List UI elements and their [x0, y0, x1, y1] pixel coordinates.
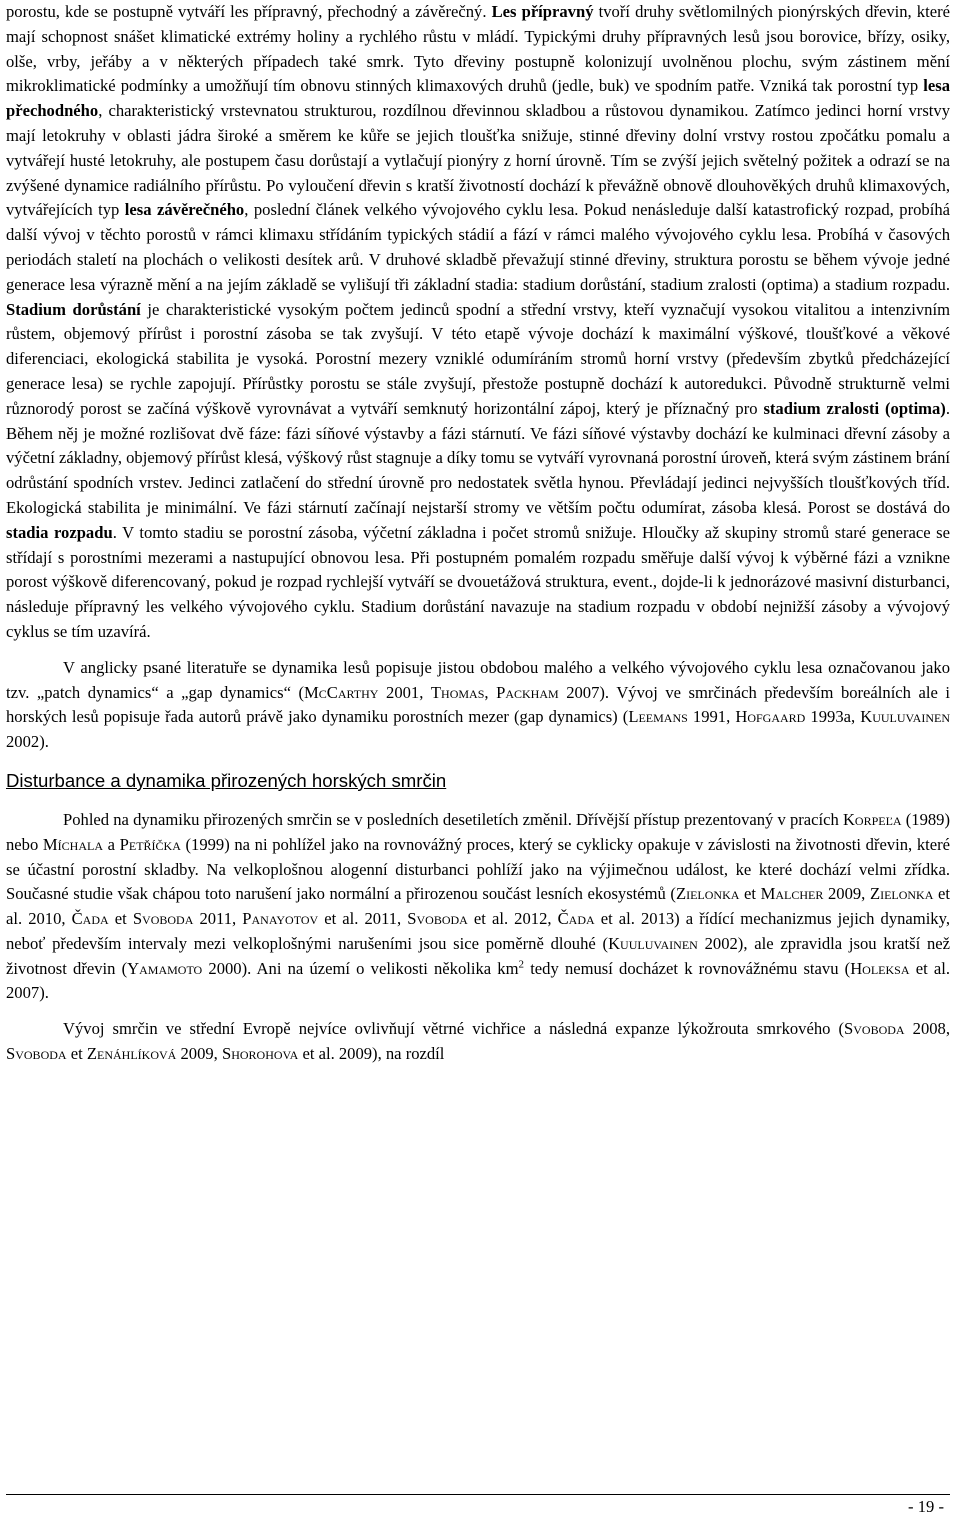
text-run: et: [66, 1044, 87, 1064]
author-name: Hofgaard: [735, 707, 806, 727]
bold-term: lesa přechodného: [6, 76, 950, 121]
text-run: . V tomto stadiu se porostní zásoba, výčetní základna i počet stromů snižuje. Hloučky až skupiny stromů staré generace se střídají s porostními mezerami a nastupující obnovou lesa. Při postupném pomalém rozpadu směřuje další vývoj k výběrné fázi a vznikne porost výškově diferencovaný, pokud je rozpad rychlejší vytváří se dvouetážová struktura, event., dojde-li k jednorázové masivní disturbanci, následuje přípravný les velkého vývojového cyklu. Stadium dorůstání navazuje na stadium rozpadu v období nejnižší zásoby a vývojový cyklus se tím uzavírá.: [6, 522, 950, 641]
author-name: Zenáhlíková: [86, 1044, 177, 1064]
author-name: Panayotov: [242, 909, 319, 929]
paragraph-forest-development: [6, 0, 950, 645]
text-run: et: [739, 884, 761, 904]
text-run: 2000). Ani na území o velikosti několika km: [202, 958, 519, 978]
text-run: 2011,: [193, 909, 243, 929]
text-run: V anglicky psané literatuře se dynamika lesů popisuje jistou obdobou malého a velkého vývojového cyklu lesa označovanou jako tzv. „patch dynamics“ a „gap dynamics“ (: [6, 657, 950, 702]
author-name: Čada: [557, 909, 595, 929]
text-run: (1999) na ni pohlížel jako na rovnovážný proces, který se cyklicky opakuje v závislosti na životnosti dřevin, které se účastní porostní skladby. Na velkoplošnou alogenní disturbanci pohlíží jako na výjimečnou událost, ke které dochází velmi zřídka. Současné studie však chápou toto narušení jako normální a přirozenou součást lesních ekosystémů (: [6, 834, 950, 904]
text-run: tedy nemusí docházet k rovnovážnému stavu (: [524, 958, 851, 978]
author-name: Svoboda: [132, 909, 194, 929]
author-name: Svoboda: [6, 1044, 67, 1064]
author-name: Korpeľa: [842, 809, 902, 829]
text-run: 2001,: [378, 682, 431, 702]
text-run: 1993a,: [805, 707, 861, 727]
author-name: Zielonka: [675, 884, 740, 904]
author-name: McCarthy: [304, 682, 379, 702]
text-run: (1989) nebo: [6, 809, 950, 854]
text-run: Pohled na dynamiku přirozených smrčin se v posledních desetiletích změnil. Dřívější přístup prezentovaný v pracích: [63, 809, 843, 829]
paragraph-patch-dynamics: [6, 656, 950, 755]
text-run: 2002), ale zpravidla jsou kratší než životnost dřevin (: [6, 933, 950, 978]
text-run: et al. 2012,: [467, 909, 558, 929]
text-run: je charakteristické vysokým počtem jedinců spodní a střední vrstvy, kteří vyznačují vysokou vitalitou a intenzivním růstem, objemový přírůst i porostní zásoba se tak zvyšují. V této etapě vývoje dochází k maximální výškové, tloušťkové a věkové diferenciaci, ekologická stabilita je vysoká. Porostní mezery vzniklé odumíráním stromů horní vrstvy (především zbytků předcházející generace lesa) se rychle zapojují. Přírůstky porostu se stále zvyšují, přestože postupně dochází k autoredukci. Původně strukturně velmi různorodý porost se začíná výškově vyrovnávat a vytváří semknutý horizontální zápoj, který je příznačný pro: [6, 299, 950, 418]
text-run: et al. 2011,: [318, 909, 408, 929]
text-run: 2002).: [6, 732, 49, 752]
author-name: Kuuluvainen: [608, 933, 698, 953]
author-name: Svoboda: [844, 1019, 905, 1039]
author-name: Holeksa: [850, 958, 910, 978]
text-run: , charakteristický vrstevnatou strukturou, rozdílnou dřevinnou skladbou a růstovou dynamikou. Zatímco jedinci horní vrstvy mají letokruhy v oblasti jádra široké a směrem ke kůře se jejich tloušťka snižuje, stinné dřeviny dolní vrstvy rostou zpočátku pomalu a vytvářejí husté letokruhy, ale postupem času dorůstají a vytlačují pionýry z horní úrovně. Tím se zvýší jejich světelný požitek a odrazí se na zvýšené dynamice radiálního přírůstu. Po vyloučení dřevin s kratší životností dochází k převážně obnově dlouhověkých druhů klimaxových, vytvářejících typ: [6, 101, 950, 220]
text-run: tvoří druhy světlomilných pionýrských dřevin, které mají schopnost snášet klimatické extrémy holiny a rychlého růstu v mládí. Typickými druhy přípravných lesů jsou borovice, břízy, osiky, olše, vrby, jeřáby a v některých případech také smrk. Tyto dřeviny postupně kolonizují uvolněnou plochu, svým zástinem mění mikroklimatické podmínky a umožňují tím obnovu stinných klimaxových druhů (jedle, buk) ve spodním patře. Vzniká tak porostní typ: [6, 2, 950, 96]
text-run: 2008,: [904, 1019, 950, 1039]
text-run: et al. 2009), na rozdíl: [298, 1044, 445, 1064]
author-name: Packham: [496, 682, 559, 702]
bold-term: stadia rozpadu: [6, 522, 113, 542]
author-name: Shorohova: [221, 1044, 299, 1064]
text-run: et al. 2010,: [6, 884, 950, 929]
paragraph-central-europe: [6, 1017, 950, 1067]
author-name: Petříčka: [119, 834, 181, 854]
author-name: Míchala: [42, 834, 103, 854]
author-name: Svoboda: [407, 909, 468, 929]
text-run: et al. 2007).: [6, 958, 950, 1003]
text-run: 2009,: [823, 884, 870, 904]
superscript: 2: [518, 958, 525, 971]
text-run: 2007). Vývoj ve smrčinách především boreálních ale i horských lesů popisuje řada autorů právě jako dynamiku porostních mezer (gap dynamics) (: [6, 682, 951, 727]
bold-term: stadium zralosti (optima): [763, 398, 946, 418]
author-name: Leemans: [628, 707, 688, 727]
footer-rule: [6, 1494, 950, 1495]
paragraph-disturbance: [6, 808, 950, 1006]
text-run: . Během něj je možné rozlišovat dvě fáze: fázi síňové výstavby a fázi stárnutí. Ve fázi síňové výstavby dochází ke kulminaci dřevní zásoby a výčetní základny, objemový přírůst klesá, výškový růst stagnuje a díky tomu se vytváří vyrovnaná porostní úroveň, která svým zástinem brání odrůstání spodních vrstev. Jedinci zatlačení do střední úrovně pro nedostatek světla hynou. Převládají jedinci nejvyšších tloušťkových tříd. Ekologická stabilita je minimální. Ve fázi stárnutí začínají nejstarší stromy ve větším počtu odumírat, zásoba klesá. Porost se dostává do: [6, 398, 950, 517]
text-run: 2009,: [176, 1044, 222, 1064]
author-name: Yamamoto: [127, 958, 203, 978]
page-number: - 19 -: [908, 1497, 944, 1516]
author-name: Malcher: [760, 884, 824, 904]
bold-term: Les přípravný: [491, 2, 594, 21]
text-run: 1991,: [687, 707, 736, 727]
text-run: ,: [484, 682, 497, 702]
document-page: [6, 0, 950, 1067]
text-run: , poslední článek velkého vývojového cyklu lesa. Pokud nenásleduje další katastrofický rozpad, probíhá další vývoj v těchto porostů v rámci klimaxu střídáním typických stádií a fází v rámci malého vývojového cyklu lesa. Probíhá v časových periodách staletí na plochách o velikosti desítek arů. V druhové skladbě převažují stinné dřeviny, struktura porostu se během vývoje jedné generace lesa výrazně mění a na jejím základě se vylišují tři základní stadia: stadium dorůstání, stadium zralosti (optima) a stadium rozpadu.: [6, 200, 950, 294]
text-run: porostu, kde se postupně vytváří les přípravný, přechodný a závěrečný.: [6, 2, 492, 21]
author-name: Kuuluvainen: [860, 707, 950, 727]
author-name: Thomas: [430, 682, 485, 702]
section-heading: Disturbance a dynamika přirozených horských smrčin: [6, 769, 447, 791]
text-run: et al. 2013) a řídící mechanizmus jejich dynamiky, neboť především intervaly mezi velkoplošnými narušeními jsou sice poměrně dlouhé (: [6, 909, 950, 953]
author-name: Čada: [71, 909, 109, 929]
bold-term: Stadium dorůstání: [6, 299, 141, 319]
text-run: a: [103, 834, 120, 854]
text-run: et: [108, 909, 133, 929]
bold-term: lesa závěrečného: [124, 200, 245, 220]
author-name: Zielonka: [869, 884, 934, 904]
text-run: Vývoj smrčin ve střední Evropě nejvíce ovlivňují větrné vichřice a následná expanze lýkožrouta smrkového (: [63, 1019, 845, 1039]
